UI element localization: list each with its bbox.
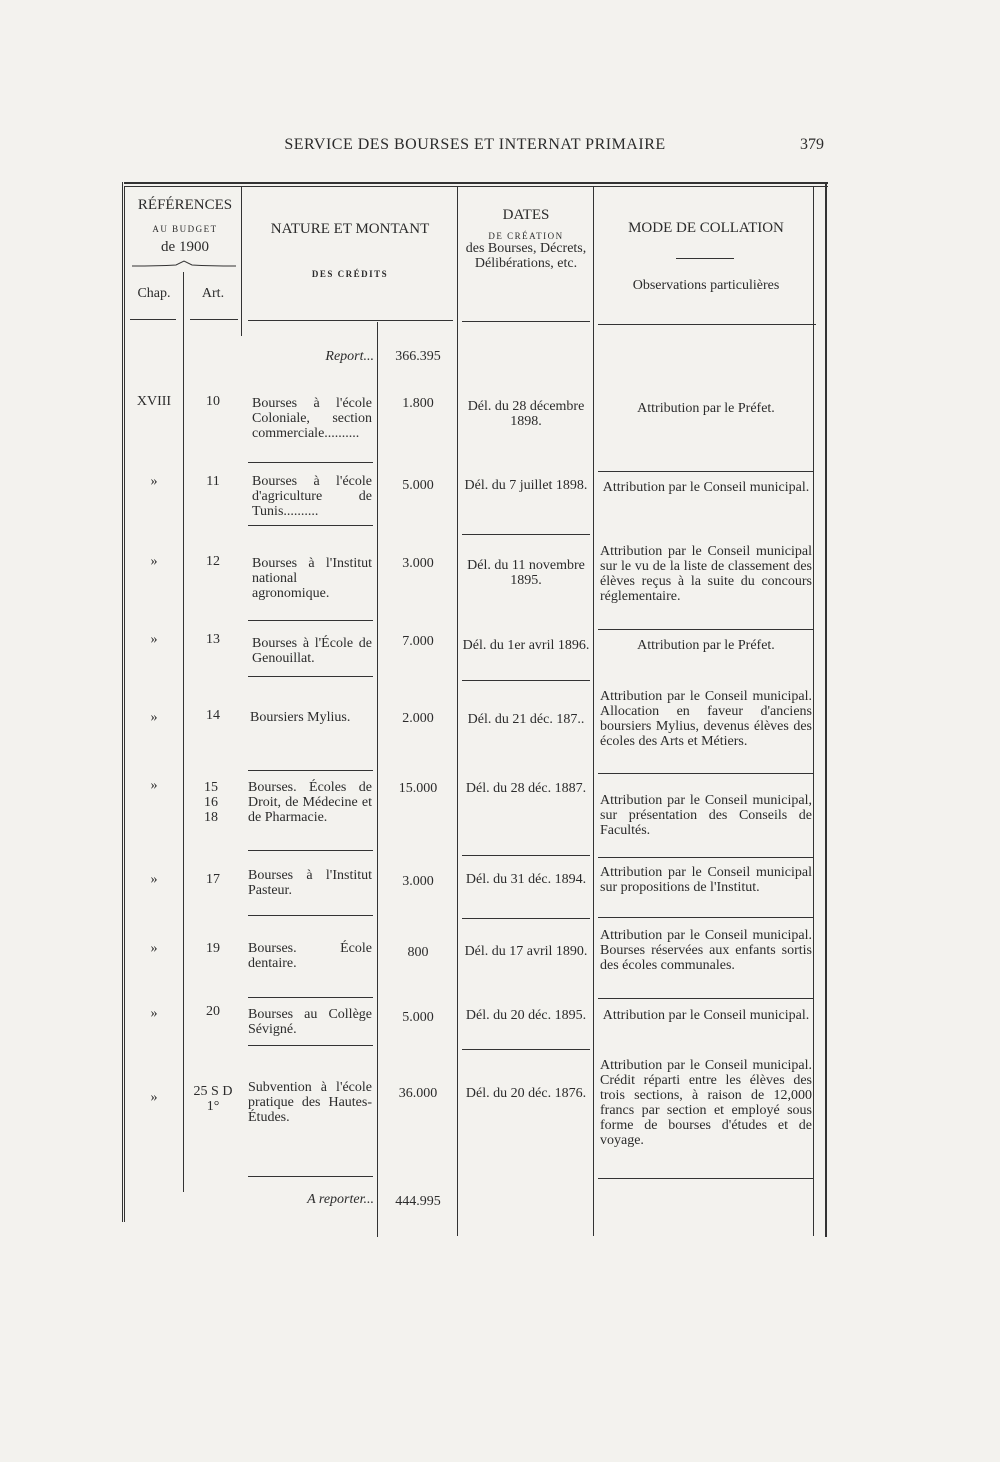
row-nature: Bourses à l'École de Genouillat. xyxy=(252,636,372,666)
row-nature: Bourses à l'école Coloniale, section commerciale.......... xyxy=(252,396,372,441)
row-chap: » xyxy=(150,872,158,887)
col-head-mode: MODE DE COLLATION xyxy=(628,220,784,236)
row-mode: Attribution par le Conseil municipal, sur présentation des Conseils de Facultés. xyxy=(600,793,812,838)
row-amount: 800 xyxy=(407,945,429,960)
row-mode: Attribution par le Conseil municipal sur le vu de la liste de classement des élèves reçus à la suite du concours réglementaire. xyxy=(600,544,812,604)
row-mode: Attribution par le Conseil municipal sur propositions de l'Institut. xyxy=(600,865,812,895)
report-label: Report... xyxy=(325,349,374,364)
row-chap: » xyxy=(150,474,158,489)
row-chap: XVIII xyxy=(136,394,172,409)
row-chap: » xyxy=(150,1006,158,1021)
row-mode: Attribution par le Conseil municipal. Bourses réservées aux enfants sortis des écoles communales. xyxy=(600,928,812,973)
row-nature: Bourses. Écoles de Droit, de Médecine et de Pharmacie. xyxy=(248,780,372,825)
col-head-dates-rest: des Bourses, Décrets, Délibérations, etc. xyxy=(465,241,587,271)
row-art: 19 xyxy=(206,941,220,956)
carry-label: A reporter... xyxy=(307,1192,374,1207)
row-mode: Attribution par le Conseil municipal. Allocation en faveur d'anciens boursiers Mylius, devenus élèves des écoles des Arts et Métiers. xyxy=(600,689,812,749)
col-head-references: RÉFÉRENCES xyxy=(137,197,233,213)
row-mode: Attribution par le Préfet. xyxy=(637,638,775,653)
row-mode: Attribution par le Préfet. xyxy=(637,401,775,416)
col-head-nature-sub: DES CRÉDITS xyxy=(311,269,389,279)
row-amount: 3.000 xyxy=(402,874,434,889)
row-date: Dél. du 17 avril 1890. xyxy=(464,944,588,959)
report-amount: 366.395 xyxy=(395,349,441,364)
col-head-art: Art. xyxy=(201,286,225,301)
row-date: Dél. du 1er avril 1896. xyxy=(462,638,590,653)
row-date: Dél. du 20 déc. 1876. xyxy=(465,1086,587,1101)
col-head-year: de 1900 xyxy=(161,239,209,255)
row-chap: » xyxy=(150,941,158,956)
row-chap: » xyxy=(150,554,158,569)
row-amount: 15.000 xyxy=(398,781,438,796)
col-head-dates-sub: DE CRÉATION xyxy=(488,231,564,241)
row-nature: Bourses à l'école d'agriculture de Tunis.......... xyxy=(252,474,372,519)
row-nature: Boursiers Mylius. xyxy=(250,710,351,725)
row-chap: » xyxy=(150,632,158,647)
row-amount: 5.000 xyxy=(402,1010,434,1025)
row-date: Dél. du 28 déc. 1887. xyxy=(465,781,587,796)
row-art: 20 xyxy=(206,1004,220,1019)
carry-amount: 444.995 xyxy=(395,1194,441,1209)
row-amount: 36.000 xyxy=(398,1086,438,1101)
row-chap: » xyxy=(150,710,158,725)
row-date: Dél. du 20 déc. 1895. xyxy=(465,1008,587,1023)
col-head-mode-sub: Observations particulières xyxy=(632,278,780,293)
row-nature: Bourses. École dentaire. xyxy=(248,941,372,971)
row-date: Dél. du 31 déc. 1894. xyxy=(465,872,587,887)
col-head-dates: DATES xyxy=(502,207,550,223)
col-head-nature: NATURE ET MONTANT xyxy=(270,221,430,237)
row-amount: 2.000 xyxy=(402,711,434,726)
row-art: 17 xyxy=(206,872,220,887)
row-date: Dél. du 7 juillet 1898. xyxy=(464,478,588,493)
row-nature: Subvention à l'école pratique des Hautes-Études. xyxy=(248,1080,372,1125)
row-mode: Attribution par le Conseil municipal. xyxy=(602,1008,810,1023)
row-art: 13 xyxy=(206,632,220,647)
row-nature: Bourses à l'Institut national agronomique. xyxy=(252,556,372,601)
row-art: 14 xyxy=(206,708,220,723)
row-art: 11 xyxy=(206,474,220,489)
row-art: 15 16 18 xyxy=(204,780,218,825)
col-head-references-sub: AU BUDGET xyxy=(152,224,218,234)
row-amount: 7.000 xyxy=(402,634,434,649)
row-nature: Bourses à l'Institut Pasteur. xyxy=(248,868,372,898)
row-date: Dél. du 11 novembre 1895. xyxy=(467,558,585,588)
row-amount: 1.800 xyxy=(402,396,434,411)
page-number: 379 xyxy=(800,136,824,153)
row-art: 12 xyxy=(206,554,220,569)
row-amount: 5.000 xyxy=(402,478,434,493)
row-chap: » xyxy=(150,1090,158,1105)
row-date: Dél. du 28 décembre 1898. xyxy=(467,399,585,429)
running-head: SERVICE DES BOURSES ET INTERNAT PRIMAIRE xyxy=(284,136,666,153)
row-nature: Bourses au Collège Sévigné. xyxy=(248,1007,372,1037)
row-art: 25 S D 1° xyxy=(193,1084,233,1114)
row-chap: » xyxy=(150,778,158,793)
row-art: 10 xyxy=(206,394,220,409)
row-amount: 3.000 xyxy=(402,556,434,571)
brace-ornament xyxy=(132,260,236,270)
row-date: Dél. du 21 déc. 187.. xyxy=(467,712,585,727)
row-mode: Attribution par le Conseil municipal. Crédit réparti entre les élèves des trois sections, à raison de 12,000 francs par section et employé sous forme de bourses d'études et de voyage. xyxy=(600,1058,812,1148)
col-head-chap: Chap. xyxy=(137,286,171,301)
row-mode: Attribution par le Conseil municipal. xyxy=(602,480,810,495)
